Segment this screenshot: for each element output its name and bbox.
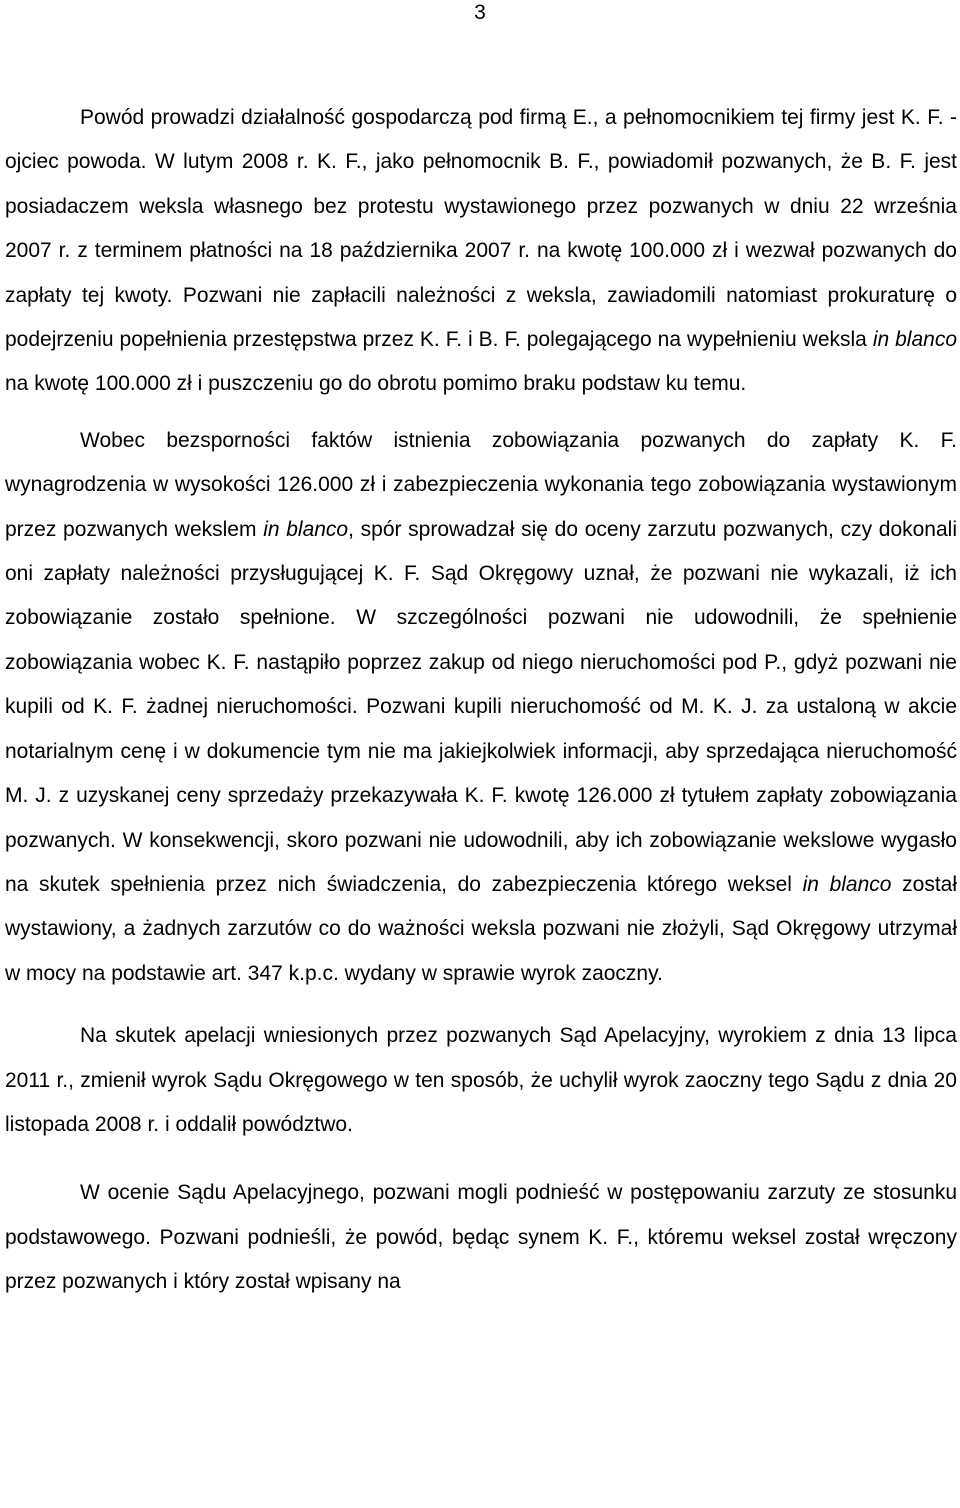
page-number: 3 bbox=[474, 1, 486, 24]
text-segment: został wystawiony, a żadnych zarzutów co do ważności weksla pozwani nie złożyli, Sąd Okręgowy utrzymał w mocy na podstawie art. 347 k.p.c. wydany w sprawie wyrok zaoczny. bbox=[5, 872, 957, 985]
paragraph-appeal-judgment bbox=[5, 1014, 957, 1147]
paragraph-appeal-court-assessment bbox=[5, 1171, 957, 1304]
text-segment: W ocenie Sądu Apelacyjnego, pozwani mogli podnieść w postępowaniu zarzuty ze stosunku podstawowego. Pozwani podnieśli, że powód, będąc synem K. F., któremu weksel został wręczony przez pozwanych i który został wpisany na bbox=[5, 1181, 957, 1294]
text-segment: Wobec bezsporności faktów istnienia zobowiązania pozwanych do zapłaty K. F. wynagrodzenia w wysokości 126.000 zł i zabezpieczenia wykonania tego zobowiązania wystawionym przez pozwanych wekslem bbox=[5, 428, 957, 541]
paragraph-district-court-reasoning bbox=[5, 419, 957, 996]
text-segment: na kwotę 100.000 zł i puszczeniu go do obrotu pomimo braku podstaw ku temu. bbox=[5, 372, 747, 396]
text-segment: Na skutek apelacji wniesionych przez pozwanych Sąd Apelacyjny, wyrokiem z dnia 13 lipca 2011 r., zmienił wyrok Sądu Okręgowego w ten sposób, że uchylił wyrok zaoczny tego Sądu z dnia 20 listopada 2008 r. i oddalił powództwo. bbox=[5, 1024, 957, 1136]
italic-term: in blanco bbox=[802, 872, 892, 896]
text-segment: Powód prowadzi działalność gospodarczą pod firmą E., a pełnomocnikiem tej firmy jest K. F. - ojciec powoda. W lutym 2008 r. K. F., jako pełnomocnik B. F., powiadomił pozwanych, że B. F. jest posiadaczem weksla własnego bez protestu wystawionego przez pozwanych w dniu 22 września 2007 r. z terminem płatności na 18 października 2007 r. na kwotę 100.000 zł i wezwał pozwanych do zapłaty tej kwoty. Pozwani nie zapłacili należności z weksla, zawiadomili natomiast prokuraturę o podejrzeniu popełnienia przestępstwa przez K. F. i B. F. polegającego na wypełnieniu weksla bbox=[5, 106, 957, 352]
italic-term: in blanco bbox=[263, 517, 349, 541]
document-body bbox=[5, 96, 957, 1305]
text-segment: , spór sprowadzał się do oceny zarzutu pozwanych, czy dokonali oni zapłaty należności przysługującej K. F. Sąd Okręgowy uznał, że pozwani nie wykazali, iż ich zobowiązanie zostało spełnione. W szczególności pozwani nie udowodnili, że spełnienie zobowiązania wobec K. F. nastąpiło poprzez zakup od niego nieruchomości pod P., gdyż pozwani nie kupili od K. F. żadnej nieruchomości. Pozwani kupili nieruchomość od M. K. J. za ustaloną w akcie notarialnym cenę i w dokumencie tym nie ma jakiejkolwiek informacji, aby sprzedająca nieruchomość M. J. z uzyskanej ceny sprzedaży przekazywała K. F. kwotę 126.000 zł tytułem zapłaty zobowiązania pozwanych. W konsekwencji, skoro pozwani nie udowodnili, aby ich zobowiązanie wekslowe wygasło na skutek spełnienia przez nich świadczenia, do zabezpieczenia którego weksel bbox=[5, 517, 957, 896]
italic-term: in blanco bbox=[872, 328, 957, 352]
paragraph-claim-background bbox=[5, 96, 957, 407]
